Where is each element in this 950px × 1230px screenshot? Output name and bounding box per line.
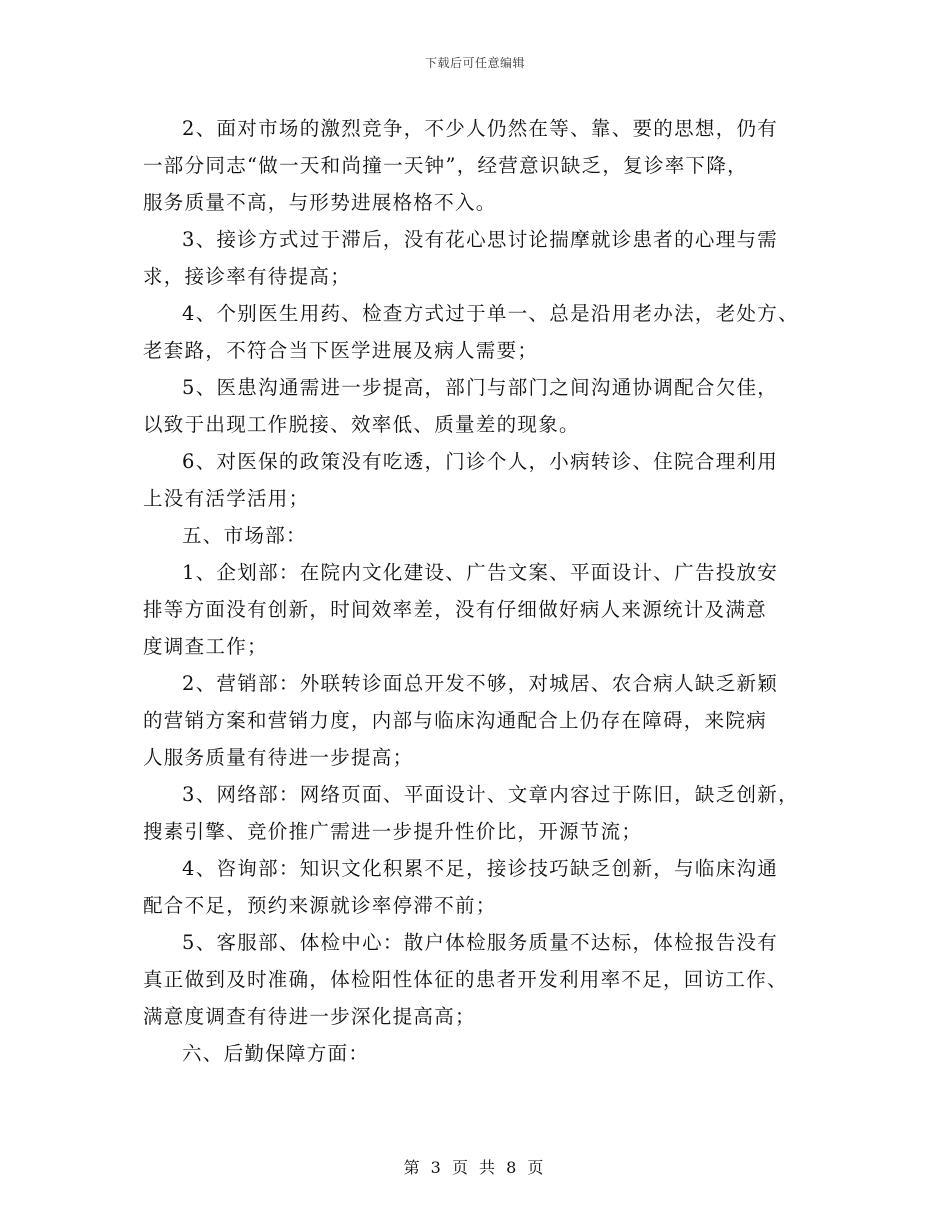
paragraph-item-5: 5、医患沟通需进一步提高，部门与部门之间沟通协调配合欠佳， 以致于出现工作脱接、效率低、质量差的现象。 — [143, 376, 779, 436]
paragraph-planning-dept: 1、企划部：在院内文化建设、广告文案、平面设计、广告投放安 排等方面没有创新，时间效率差，没有仔细做好病人来源统计及满意 度调查工作； — [143, 561, 779, 658]
paragraph-item-3: 3、接诊方式过于滞后，没有花心思讨论揣摩就诊患者的心理与需 求，接诊率有待提高； — [143, 228, 779, 288]
paragraph-customer-service-dept: 5、客服部、体检中心：散户体检服务质量不达标，体检报告没有 真正做到及时准确，体检阳性体征的患者开发利用率不足，回访工作、 满意度调查有待进一步深化提高高； — [143, 931, 788, 1028]
page-header-note: 下载后可任意编辑 — [424, 56, 525, 70]
paragraph-consulting-dept: 4、咨询部：知识文化积累不足，接诊技巧缺乏创新，与临床沟通 配合不足，预约来源就诊率停滞不前； — [143, 857, 779, 917]
page-number-footer: 第 3 页 共 8 页 — [403, 1158, 547, 1177]
paragraph-item-6: 6、对医保的政策没有吃透，门诊个人，小病转诊、住院合理利用 上没有活学活用； — [143, 450, 779, 510]
paragraph-item-2: 2、面对市场的激烈竞争，不少人仍然在等、靠、要的思想，仍有 一部分同志“做一天和尚撞一天钟”，经营意识缺乏，复诊率下降， 服务质量不高，与形势进展格格不入。 — [143, 117, 779, 214]
document-body — [143, 110, 823, 1072]
section-heading-logistics: 六、后勤保障方面： — [182, 1042, 370, 1065]
section-heading-market: 五、市场部： — [182, 524, 307, 547]
paragraph-item-4: 4、个别医生用药、检查方式过于单一、总是沿用老办法，老处方、 老套路，不符合当下医学进展及病人需要； — [143, 302, 799, 362]
paragraph-marketing-dept: 2、营销部：外联转诊面总开发不够，对城居、农合病人缺乏新颖 的营销方案和营销力度，内部与临床沟通配合上仍存在障碍，来院病 人服务质量有待进一步提高； — [143, 672, 779, 769]
paragraph-network-dept: 3、网络部：网络页面、平面设计、文章内容过于陈旧，缺乏创新， 搜素引擎、竞价推广需进一步提升性价比，开源节流； — [143, 783, 799, 843]
